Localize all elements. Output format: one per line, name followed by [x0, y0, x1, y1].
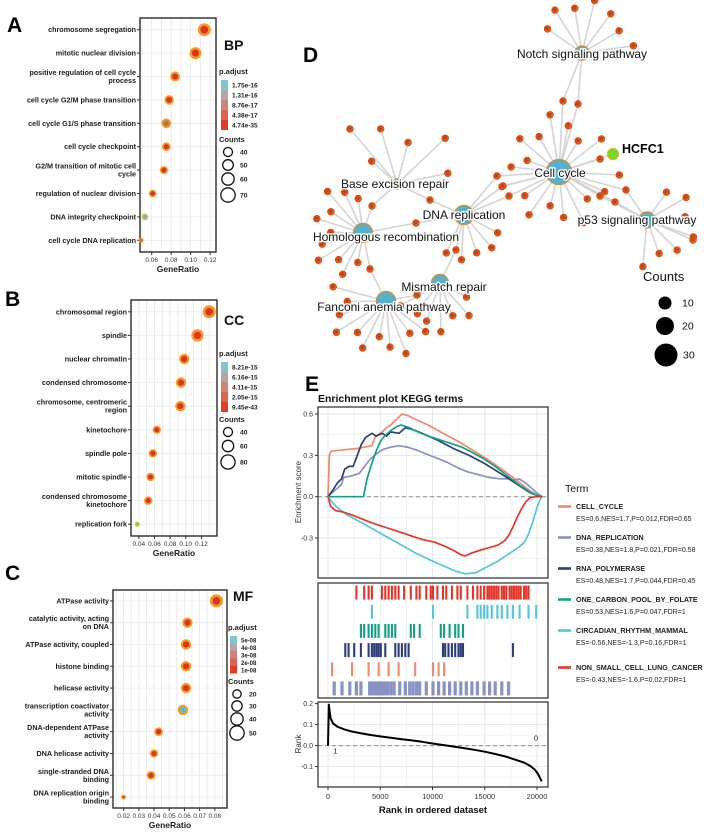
panel-b-letter: B: [5, 288, 21, 311]
gene-node: [335, 256, 342, 263]
gene-node: [575, 101, 582, 108]
category-label: nuclear chromatin: [64, 354, 127, 364]
size-legend-label: 20: [682, 320, 694, 333]
category-label: DNA replication origin: [33, 788, 109, 798]
highlight-gene-node: [608, 149, 619, 160]
gene-node: [547, 202, 554, 209]
legend-term-name: ONE_CARBON_POOL_BY_FOLATE: [576, 595, 698, 604]
dot-core: [200, 26, 208, 34]
gene-node: [359, 345, 366, 352]
padjust-label: 1.75e-16: [232, 82, 258, 90]
padjust-label: 5e-08: [241, 638, 257, 645]
padjust-swatch: [221, 110, 228, 120]
gene-node: [347, 126, 354, 133]
padjust-label: 4e-08: [241, 645, 257, 652]
gene-node: [443, 250, 450, 257]
gene-node: [500, 183, 507, 190]
gene-node: [442, 135, 449, 142]
gene-node: [674, 247, 681, 254]
padjust-swatch: [221, 100, 228, 110]
dot-core: [140, 239, 143, 242]
gene-node: [405, 139, 412, 146]
gene-node: [517, 135, 524, 142]
gene-node: [536, 133, 543, 140]
legend-term-stats: ES=0.38,NES=1.8,P=0.021,FDR=0.58: [576, 547, 696, 554]
count-circle: [224, 148, 233, 157]
dot-core: [146, 498, 151, 503]
legend-title: CC: [224, 312, 245, 328]
gene-node: [683, 194, 690, 201]
dot-core: [184, 620, 190, 626]
gene-node: [690, 237, 697, 244]
x-tick-label: 0.03: [132, 813, 146, 820]
count-label: 40: [240, 149, 248, 157]
counts-title: Counts: [219, 135, 245, 144]
x-tick-label: 0.12: [203, 257, 217, 264]
gene-node: [422, 328, 429, 335]
pathway-label: Mismatch repair: [401, 280, 487, 294]
x-tick-label: 0.08: [208, 813, 222, 820]
gene-node: [354, 329, 361, 336]
gene-node: [547, 111, 554, 118]
gene-node: [377, 125, 384, 132]
x-tick-label: 0.07: [193, 813, 206, 820]
padjust-label: 4.11e-15: [232, 384, 258, 392]
panel-a-dotplot: [27, 18, 258, 274]
dot-core: [181, 356, 187, 362]
y-tick-label: -0.3: [300, 535, 313, 543]
gene-node: [597, 156, 604, 163]
gene-node: [488, 244, 495, 251]
count-label: 60: [240, 443, 248, 451]
gene-node: [575, 138, 582, 145]
panel-a-letter: A: [7, 14, 23, 37]
gene-node: [508, 164, 515, 171]
x-tick-label: 15000: [474, 792, 496, 801]
count-circle: [224, 428, 233, 437]
x-tick-label: 0.04: [147, 813, 161, 820]
category-label: binding: [83, 796, 109, 806]
dot-core: [183, 663, 189, 669]
padjust-title: p.adjust: [219, 349, 248, 358]
y-tick-label: -0.1: [300, 764, 313, 772]
y-tick-label: 0.0: [303, 743, 313, 751]
count-circle: [223, 160, 234, 171]
x-tick-label: 0.06: [148, 541, 161, 548]
x-tick-label: 0.08: [164, 257, 178, 264]
legend-term-stats: ES=0.6,NES=1.7,P=0.012,FDR=0.65: [576, 516, 692, 523]
gene-node: [598, 136, 605, 143]
dot-core: [136, 523, 139, 526]
count-circle: [221, 455, 235, 469]
category-label: cell cycle checkpoint: [64, 142, 136, 152]
legend-term-name: RNA_POLYMERASE: [576, 564, 646, 573]
dot-core: [166, 97, 172, 103]
count-circle: [230, 726, 244, 740]
gene-node: [463, 294, 470, 301]
gsea-rank-axis-title: Rank: [294, 734, 303, 754]
gene-node: [591, 0, 598, 4]
gene-node: [560, 214, 567, 221]
category-label: cycle: [118, 169, 136, 179]
dot-core: [194, 332, 201, 339]
category-label: replication fork: [75, 519, 127, 529]
y-tick-label: 0.3: [303, 452, 313, 460]
labels: [313, 47, 696, 314]
x-tick-label: 0.05: [162, 813, 176, 820]
count-label: 70: [240, 192, 248, 200]
gene-node: [656, 250, 663, 257]
padjust-label: 1.31e-16: [232, 92, 258, 100]
count-label: 80: [240, 459, 248, 467]
panel-c-letter: C: [5, 562, 21, 585]
padjust-swatch: [230, 666, 237, 674]
pathway-label: Cell cycle: [534, 166, 586, 180]
padjust-swatch: [221, 80, 228, 90]
plot-area: [318, 583, 548, 698]
category-label: spindle pole: [85, 448, 127, 458]
rank-annotation: 0: [533, 733, 539, 743]
gene-node: [330, 283, 337, 290]
gene-node: [369, 203, 376, 210]
padjust-swatch: [230, 659, 237, 667]
category-label: condensed chromosome: [41, 378, 127, 388]
x-tick-label: 0.12: [195, 541, 208, 548]
x-tick-label: 0.04: [132, 541, 146, 548]
count-label: 30: [249, 703, 257, 711]
gene-node: [616, 27, 623, 34]
pathway-label: p53 signaling pathway: [577, 213, 697, 227]
size-legend-circle: [656, 317, 674, 335]
panel-b-dotplot: [37, 300, 258, 558]
padjust-label: 2e-08: [241, 660, 257, 667]
count-label: 60: [240, 176, 248, 184]
category-label: binding: [83, 774, 109, 784]
gene-node: [473, 249, 480, 256]
legend-term-name: CIRCADIAN_RHYTHM_MAMMAL: [576, 626, 688, 635]
legend-term-stats: ES=-0.43,NES=-1.6,P=0.02,FDR=1: [576, 677, 687, 684]
padjust-swatch: [221, 402, 228, 412]
count-label: 40: [249, 716, 257, 724]
gene-node: [552, 7, 559, 14]
category-label: mitotic nuclear division: [55, 48, 136, 58]
highlight-gene-label: HCFC1: [622, 142, 664, 156]
gene-node: [521, 192, 528, 199]
padjust-label: 3e-08: [241, 653, 257, 660]
x-tick-label: 0.06: [178, 813, 191, 820]
dot-core: [161, 168, 166, 173]
dot-core: [183, 641, 189, 647]
x-axis-title: GeneRatio: [156, 264, 200, 274]
padjust-label: 8.76e-17: [232, 102, 258, 110]
category-label: ATPase activity: [56, 596, 109, 606]
gsea-x-axis-title: Rank in ordered dataset: [378, 805, 488, 816]
pathway-label: Fanconi anemia pathway: [317, 300, 451, 314]
dot-core: [183, 685, 189, 691]
gene-node: [324, 188, 331, 195]
plot-area: [318, 407, 548, 578]
category-label: on DNA: [82, 622, 109, 632]
gene-node: [413, 220, 420, 227]
gene-node: [616, 172, 623, 179]
dot-core: [178, 380, 184, 386]
pathway-label: Notch signaling pathway: [516, 47, 648, 61]
legend-term-stats: ES=-0.56,NES=-1.3,P=0.16,FDR=1: [576, 640, 687, 647]
x-tick-label: 0.10: [179, 541, 193, 548]
category-label: single-stranded DNA: [37, 766, 109, 776]
gene-node: [444, 170, 451, 177]
gene-node: [376, 333, 383, 340]
category-label: G2/M transition of mitotic cell: [35, 161, 136, 171]
y-tick-label: 0.6: [303, 411, 313, 419]
gene-node: [565, 122, 572, 129]
dot-core: [177, 403, 183, 409]
category-label: kinetochore: [86, 425, 127, 435]
padjust-label: 8.21e-15: [232, 364, 258, 372]
legend-term-stats: ES=0.48,NES=1.7,P=0.044,FDR=0.45: [576, 578, 696, 585]
pathway-label: Base excision repair: [340, 177, 450, 191]
panel-d-network: [313, 0, 697, 366]
dot-core: [205, 308, 213, 316]
category-label: DNA-dependent ATPase: [27, 723, 109, 733]
gene-node: [387, 344, 394, 351]
x-tick-label: 20000: [526, 792, 548, 801]
category-label: ATPase activity, coupled: [25, 640, 109, 649]
gene-node: [506, 193, 513, 200]
count-label: 20: [249, 691, 257, 699]
edge: [350, 129, 397, 184]
gene-node: [466, 312, 473, 319]
gene-node: [663, 189, 670, 196]
category-label: cell cycle DNA replication: [48, 235, 136, 245]
category-label: helicase activity: [53, 683, 109, 693]
gene-node: [612, 199, 619, 206]
category-label: chromosome segregation: [48, 25, 136, 35]
count-label: 50: [240, 162, 248, 170]
panel-d-letter: D: [303, 44, 319, 67]
dot-core: [122, 796, 125, 799]
dot-core: [154, 427, 159, 432]
count-label: 50: [249, 730, 257, 738]
padjust-swatch: [221, 372, 228, 382]
padjust-swatch: [221, 392, 228, 402]
x-axis-title: GeneRatio: [148, 820, 192, 830]
legend-title: MF: [233, 588, 254, 604]
gene-node: [494, 173, 501, 180]
dot-core: [156, 729, 161, 734]
y-tick-label: 0.2: [303, 701, 313, 709]
gene-node: [524, 157, 531, 164]
category-label: DNA integrity checkpoint: [50, 212, 136, 222]
padjust-label: 4.74e-35: [232, 122, 258, 130]
render-layer: [25, 0, 704, 830]
count-circle: [232, 701, 242, 711]
size-legend-label: 30: [683, 349, 695, 362]
category-label: cell cycle G2/M phase transition: [26, 95, 136, 105]
network-legend-title: Counts: [643, 269, 685, 284]
gene-node: [368, 158, 375, 165]
padjust-swatch: [221, 90, 228, 100]
padjust-label: 9.45e-43: [232, 404, 258, 412]
gene-node: [427, 197, 434, 204]
gene-node: [560, 98, 567, 105]
gene-node: [403, 350, 410, 357]
padjust-swatch: [221, 362, 228, 372]
x-tick-label: 0: [325, 792, 331, 801]
counts-title: Counts: [219, 415, 245, 424]
panel-e-gsea: [301, 407, 703, 801]
category-label: mitotic spindle: [76, 472, 127, 482]
pathway-label: DNA replication: [422, 208, 506, 222]
gene-node: [607, 10, 614, 17]
category-label: activity: [84, 709, 109, 719]
gene-node: [315, 257, 322, 264]
gsea-legend-title: Term: [565, 483, 589, 495]
padjust-label: 2.05e-15: [232, 394, 258, 402]
category-label: kinetochore: [86, 500, 127, 510]
legend-title: BP: [224, 37, 244, 53]
legend-term-name: CELL_CYCLE: [576, 502, 624, 511]
gene-node: [584, 196, 591, 203]
panel-c-dotplot: [25, 588, 258, 830]
x-tick-label: 0.08: [163, 541, 177, 548]
dot-core: [150, 451, 155, 456]
category-label: DNA helicase activity: [36, 749, 109, 758]
count-circle: [222, 173, 234, 185]
gene-node: [526, 211, 533, 218]
dot-core: [150, 191, 155, 196]
y-tick-label: 0.1: [303, 722, 313, 730]
size-legend-label: 10: [682, 297, 694, 310]
x-tick-label: 0.06: [145, 257, 159, 264]
category-label: positive regulation of cell cycle: [29, 68, 136, 77]
gene-node: [453, 247, 460, 254]
counts-title: Counts: [228, 677, 254, 686]
padjust-title: p.adjust: [228, 623, 257, 632]
padjust-swatch: [230, 636, 237, 644]
gene-node: [355, 195, 362, 202]
dot-core: [213, 597, 221, 605]
category-label: condensed chromosome: [41, 492, 127, 502]
legend-term-name: NON_SMALL_CELL_LUNG_CANCER: [576, 663, 703, 672]
size-legend-circle: [655, 344, 678, 367]
category-label: region: [105, 405, 127, 415]
x-tick-label: 10000: [422, 792, 443, 801]
category-label: chromosomal region: [55, 307, 127, 317]
gene-node: [367, 266, 374, 273]
dot-core: [163, 120, 169, 126]
category-label: cell cycle G1/S phase transition: [28, 118, 136, 128]
padjust-swatch: [230, 651, 237, 659]
rank-annotation: 1: [333, 746, 338, 756]
gene-node: [571, 5, 578, 12]
category-label: histone binding: [55, 661, 109, 671]
gene-node: [354, 259, 361, 266]
panel-e-letter: E: [305, 373, 320, 396]
category-label: regulation of nuclear division: [35, 189, 136, 198]
dot-core: [143, 215, 147, 219]
padjust-label: 1e-08: [241, 668, 257, 675]
legend-term-stats: ES=0.53,NES=1.6,P=0.047,FDR=1: [576, 609, 686, 616]
gene-node: [494, 229, 501, 236]
gene-node: [313, 215, 320, 222]
gene-node: [328, 208, 335, 215]
padjust-swatch: [221, 382, 228, 392]
dot-core: [148, 773, 153, 778]
gene-node: [544, 26, 551, 33]
dot-core: [164, 144, 169, 149]
category-label: spindle: [101, 330, 127, 340]
padjust-label: 6.16e-15: [232, 374, 258, 382]
category-label: transcription coactivator: [24, 701, 109, 711]
category-label: activity: [84, 731, 109, 741]
dot-core: [152, 751, 157, 756]
y-tick-label: 0.0: [303, 494, 313, 502]
gsea-title: Enrichment plot KEGG terms: [318, 393, 464, 405]
pathway-label: Homologous recombination: [312, 230, 460, 244]
count-circle: [222, 440, 233, 451]
legend-term-name: DNA_REPLICATION: [576, 533, 644, 542]
dot-core: [192, 50, 199, 57]
category-label: chromosome, centromeric: [36, 397, 127, 407]
count-circle: [231, 713, 243, 725]
dot-core: [180, 707, 186, 713]
x-tick-label: 0.02: [117, 813, 130, 820]
gene-node: [333, 329, 340, 336]
dot-core: [172, 74, 178, 80]
count-circle: [221, 188, 235, 202]
gene-node: [407, 330, 414, 337]
padjust-title: p.adjust: [219, 67, 248, 76]
gsea-es-axis-title: Enrichment score: [294, 460, 303, 524]
gene-node: [458, 256, 465, 263]
category-label: process: [108, 76, 136, 85]
x-axis-title: GeneRatio: [152, 548, 196, 558]
padjust-label: 4.38e-17: [232, 112, 258, 120]
category-label: catalytic activity, acting: [28, 614, 109, 624]
gene-node: [339, 271, 346, 278]
dot-core: [148, 475, 153, 480]
x-tick-label: 0.10: [184, 257, 197, 264]
x-tick-label: 5000: [371, 792, 389, 801]
gene-node: [438, 328, 445, 335]
gene-node: [423, 318, 430, 325]
padjust-swatch: [221, 120, 228, 130]
gene-node: [623, 187, 630, 194]
gene-node: [597, 193, 604, 200]
size-legend-circle: [659, 297, 672, 310]
count-label: 40: [240, 429, 248, 437]
padjust-swatch: [230, 644, 237, 652]
count-circle: [233, 690, 241, 698]
